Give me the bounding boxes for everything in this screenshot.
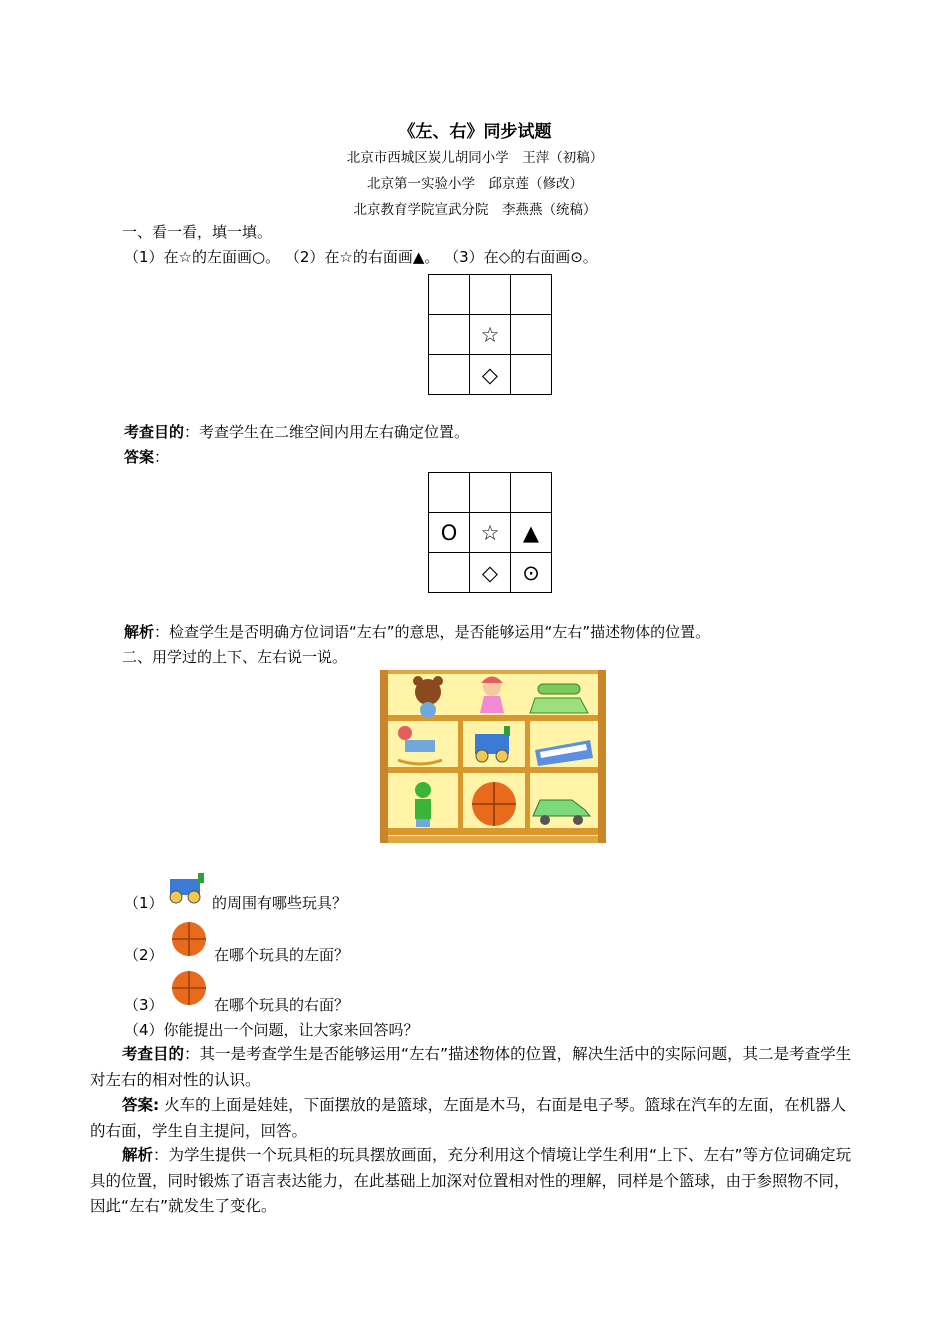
grid-cell [470, 473, 511, 513]
section2-purpose [90, 1042, 860, 1093]
author-line-1: 北京市西城区炭儿胡同小学 王萍（初稿） [346, 150, 604, 166]
author-line-2: 北京第一实验小学 邱京莲（修改） [367, 176, 583, 192]
section1-heading: 一、看一看，填一填。 [122, 223, 273, 241]
section1-analysis [124, 621, 710, 643]
answer-text: 火车的上面是娃娃，下面摆放的是篮球，左面是木马，右面是电子琴。篮球在汽车的左面，在机器人的右面，学生自主提问，回答。 [90, 1096, 847, 1140]
section2-answer [90, 1093, 860, 1144]
shelf-board [380, 715, 606, 721]
toy-train-icon [164, 869, 210, 905]
answer-label: 答案: [122, 1096, 160, 1114]
grid-cell: ☆ [470, 315, 511, 355]
grid-cell: ⊙ [511, 553, 552, 593]
q1-text: 的周围有哪些玩具？ [212, 894, 348, 912]
q3-text: 在哪个玩具的右面？ [214, 996, 350, 1014]
analysis-label: 解析 [124, 623, 155, 641]
grid-cell: ☆ [470, 513, 511, 553]
basketball-icon [472, 782, 516, 826]
section2-heading: 二、用学过的上下、左右说一说。 [122, 648, 348, 666]
q3-number: （3） [124, 996, 164, 1014]
grid-cell: ▲ [511, 513, 552, 553]
section1-purpose [124, 421, 469, 443]
purpose-text: ：考查学生在二维空间内用左右确定位置。 [184, 423, 470, 441]
q4-text: （4）你能提出一个问题，让大家来回答吗？ [124, 1021, 419, 1039]
analysis-text: ：检查学生是否明确方位词语“左右”的意思，是否能够运用“左右”描述物体的位置。 [154, 623, 711, 641]
grid-cell [511, 473, 552, 513]
grid-cell [470, 275, 511, 315]
grid-cell [429, 355, 470, 395]
q1-number: （1） [124, 894, 164, 912]
grid-cell [429, 315, 470, 355]
answer-grid [428, 472, 552, 593]
toy-shelf-image [380, 670, 606, 843]
grid-cell [429, 473, 470, 513]
purpose-label: 考查目的 [122, 1045, 185, 1063]
q2-number: （2） [124, 946, 164, 964]
analysis-text: ：为学生提供一个玩具柜的玩具摆放画面，充分利用这个情境让学生利用“上下、左右”等方位词确定玩具的位置，同时锻炼了语言表达能力，在此基础上加深对位置相对性的理解，同样是个篮球，由于参照物不同，因此“左右”就发生了变化。 [90, 1146, 852, 1215]
section1-answer [124, 446, 169, 468]
grid-cell [429, 275, 470, 315]
grid-cell: ◇ [470, 355, 511, 395]
purpose-text: ：其一是考查学生是否能够运用“左右”描述物体的位置，解决生活中的实际问题，其二是考查学生对左右的相对性的认识。 [90, 1045, 852, 1089]
section2-analysis [90, 1143, 860, 1220]
grid-cell [511, 275, 552, 315]
basketball-icon [170, 969, 208, 1007]
grid-cell [511, 355, 552, 395]
grid-cell [429, 553, 470, 593]
grid-cell: O [429, 513, 470, 553]
q2-text: 在哪个玩具的左面？ [214, 946, 350, 964]
answer-colon: ： [154, 448, 170, 466]
shelf-board [380, 767, 606, 773]
grid-cell: ◇ [470, 553, 511, 593]
grid-cell [511, 315, 552, 355]
page-title: 《左、右》同步试题 [398, 122, 552, 142]
basketball-icon [170, 920, 208, 958]
author-line-3: 北京教育学院宣武分院 李燕燕（统稿） [353, 202, 597, 218]
answer-label: 答案 [124, 448, 155, 466]
purpose-label: 考查目的 [124, 423, 185, 441]
question-grid [428, 274, 552, 395]
analysis-label: 解析 [122, 1146, 154, 1164]
shelf-board [380, 828, 606, 835]
robot-icon [415, 782, 431, 827]
telephone-icon [530, 684, 588, 713]
section1-instructions: （1）在☆的左面画○。 （2）在☆的右面画▲。 （3）在◇的右面画⊙。 [124, 248, 598, 266]
